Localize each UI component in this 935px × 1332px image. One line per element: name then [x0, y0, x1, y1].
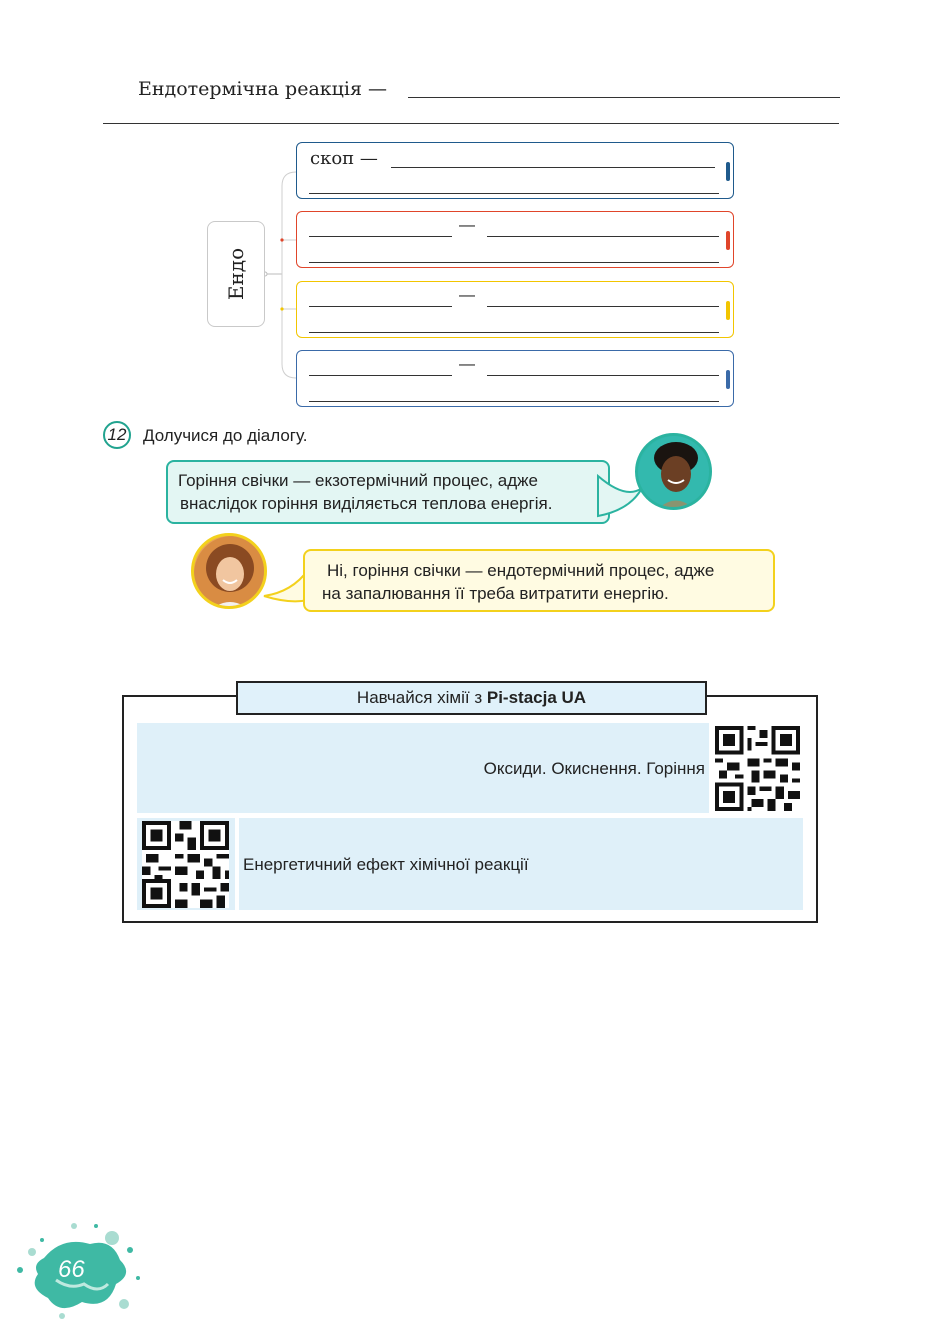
branch-4-line-b	[487, 375, 719, 376]
mindmap-branch-4	[296, 350, 734, 407]
qr-code-icon-2[interactable]	[142, 821, 229, 908]
branch-3-line-a	[309, 306, 452, 307]
branch-2-line-b	[487, 236, 719, 237]
mindmap-branch-1	[296, 142, 734, 199]
pi-row-2-text[interactable]: Енергетичний ефект хімічної реакції	[243, 855, 529, 874]
pi-row-1[interactable]	[137, 723, 709, 813]
task-number-badge: 12	[103, 421, 131, 449]
page-number: 66	[58, 1256, 85, 1283]
branch-3-dash: —	[459, 287, 475, 304]
boy-line-2: внаслідок горіння виділяється теплова енергія.	[180, 494, 553, 513]
girl-speech-bubble	[303, 549, 775, 612]
mindmap-branch-3	[296, 281, 734, 338]
mindmap-root-box	[207, 221, 265, 327]
boy-avatar	[635, 433, 712, 510]
qr-code-icon[interactable]	[715, 726, 800, 811]
branch-2-line-c	[309, 262, 719, 263]
mindmap-branch-2	[296, 211, 734, 268]
branch-1-line-a	[391, 167, 715, 168]
pi-title-prefix: Навчайся хімії з	[356, 688, 487, 707]
branch-3-line-c	[309, 332, 719, 333]
girl-line-2: на запалювання її треба витратити енергію.	[322, 584, 669, 603]
branch-1-line-b	[309, 193, 719, 194]
pi-row-2[interactable]	[239, 818, 803, 910]
branch-3-line-b	[487, 306, 719, 307]
task-instruction: Долучися до діалогу.	[143, 426, 308, 445]
branch-4-line-c	[309, 401, 719, 402]
boy-line-1: Горіння свічки — екзотермічний процес, адже	[178, 471, 538, 490]
branch-3-tab	[726, 301, 730, 320]
definition-fill-line	[408, 97, 840, 98]
branch-4-line-a	[309, 375, 452, 376]
girl-line-1: Ні, горіння свічки — ендотермічний процес, адже	[327, 561, 715, 580]
definition-label: Ендотермічна реакція —	[138, 78, 387, 100]
branch-1-label: скоп —	[310, 148, 378, 169]
branch-2-line-a	[309, 236, 452, 237]
branch-2-tab	[726, 231, 730, 250]
pi-row-1-text[interactable]: Оксиди. Окиснення. Горіння	[483, 759, 705, 778]
branch-4-dash: —	[459, 356, 475, 373]
branch-1-tab	[726, 162, 730, 181]
pi-title-bold: Pi-stacja UA	[486, 688, 587, 707]
definition-second-line	[103, 123, 839, 124]
boy-speech-bubble	[166, 460, 610, 524]
branch-4-tab	[726, 370, 730, 389]
girl-face-icon	[194, 536, 267, 609]
mindmap-root-label: Ендо	[224, 247, 248, 301]
boy-face-icon	[638, 436, 712, 510]
girl-avatar	[191, 533, 267, 609]
branch-2-dash: —	[459, 217, 475, 234]
pi-stacja-header	[236, 681, 707, 715]
